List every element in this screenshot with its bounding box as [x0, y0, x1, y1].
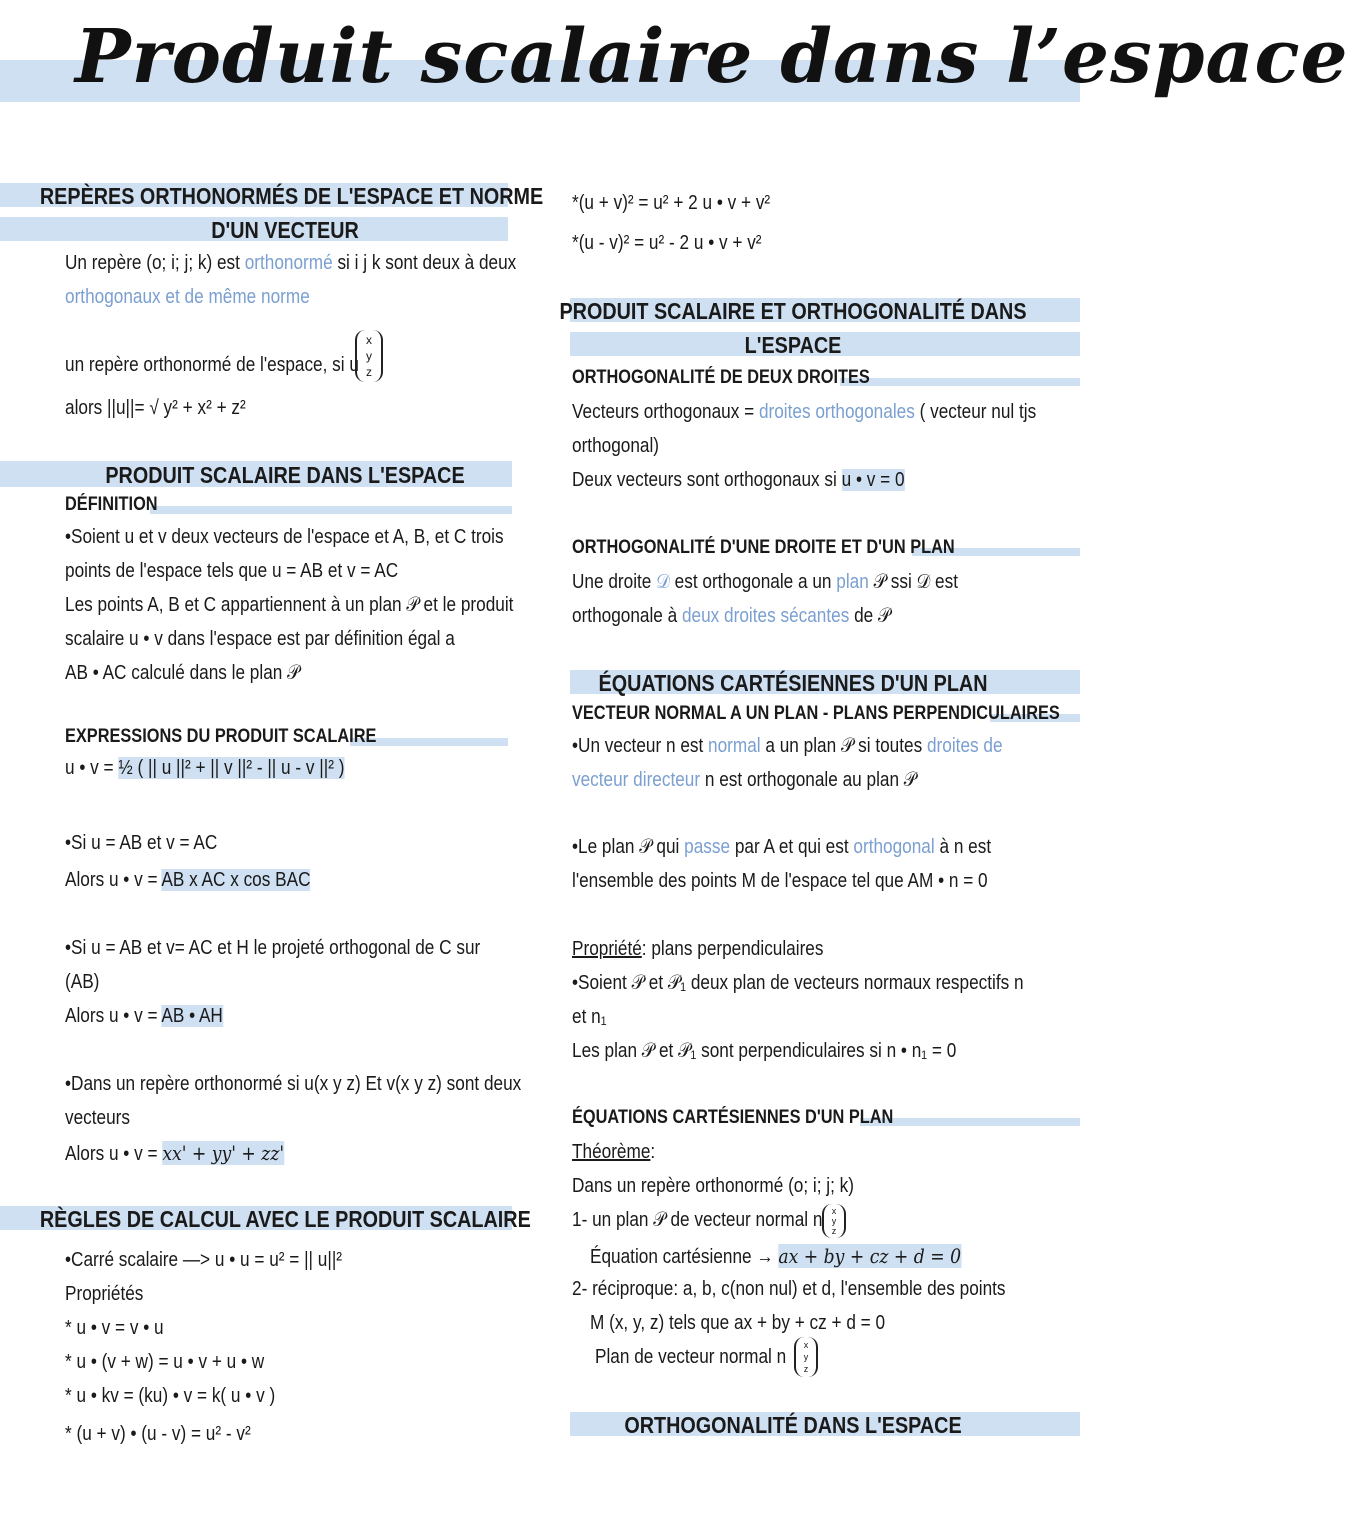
text-line: scalaire u • v dans l'espace est par définition égal a: [65, 628, 455, 650]
rule-line: * u • kv = (ku) • v = k( u • v ): [65, 1385, 276, 1407]
section-heading-regles: RÈGLES DE CALCUL AVEC LE PRODUIT SCALAIRE: [39, 1206, 531, 1232]
text-line: Une droite 𝒟 est orthogonale a un plan 𝒫 ssi 𝒟 est: [572, 571, 959, 593]
subheading-vecteur-normal: VECTEUR NORMAL A UN PLAN - PLANS PERPENDICULAIRES: [572, 703, 1060, 724]
text-line: •Si u = AB et v = AC: [65, 832, 218, 854]
text-line: 1- un plan 𝒫 de vecteur normal n: [572, 1209, 823, 1231]
rule-line: * u • (v + w) = u • v + u • w: [65, 1351, 265, 1373]
formula-polarisation: u • v = ½ ( || u ||² + || v ||² - || u - v ||² ): [65, 757, 345, 779]
section-heading-reperes-2: D'UN VECTEUR: [211, 217, 359, 243]
text-line: •Dans un repère orthonormé si u(x y z) Et v(x y z) sont deux: [65, 1073, 522, 1095]
text-line: orthogonale à deux droites sécantes de 𝒫: [572, 605, 891, 627]
text-line: orthogonaux et de même norme: [65, 286, 310, 308]
text-line: •Un vecteur n est normal a un plan 𝒫 si toutes droites de: [572, 735, 1003, 757]
text-line: •Carré scalaire —> u • u = u² = || u||²: [65, 1249, 343, 1271]
text-line: •Si u = AB et v= AC et H le projeté orthogonal de C sur: [65, 937, 481, 959]
section-heading-orthogonalite-2: L'ESPACE: [744, 332, 842, 358]
text-line: Plan de vecteur normal n: [595, 1346, 787, 1368]
section-heading-equations: ÉQUATIONS CARTÉSIENNES D'UN PLAN: [598, 670, 988, 696]
text-line: et n₁: [572, 1006, 607, 1028]
identity-line: *(u - v)² = u² - 2 u • v + v²: [572, 232, 762, 254]
text-line: Propriétés: [65, 1283, 144, 1305]
rule-line: * u • v = v • u: [65, 1317, 164, 1339]
norm-formula: alors ||u||= √ y² + x² + z²: [65, 397, 246, 419]
text-line: vecteurs: [65, 1107, 131, 1129]
subheading-band: [150, 506, 512, 514]
section-heading-orthogonalite: PRODUIT SCALAIRE ET ORTHOGONALITÉ DANS: [559, 298, 1027, 324]
text-line: Un repère (o; i; j; k) est orthonormé si i j k sont deux à deux: [65, 252, 517, 274]
vector-matrix: x y z: [355, 330, 383, 382]
text-line: •Le plan 𝒫 qui passe par A et qui est orthogonal à n est: [572, 836, 992, 858]
text-line: 2- réciproque: a, b, c(non nul) et d, l'ensemble des points: [572, 1278, 1006, 1300]
subheading-deux-droites: ORTHOGONALITÉ DE DEUX DROITES: [572, 367, 870, 388]
subheading-definition: DÉFINITION: [65, 494, 158, 515]
text-line: M (x, y, z) tels que ax + by + cz + d = 0: [590, 1312, 886, 1334]
subheading-equations-plan: ÉQUATIONS CARTÉSIENNES D'UN PLAN: [572, 1107, 894, 1128]
formula-projection: Alors u • v = AB • AH: [65, 1005, 223, 1027]
page-title: Produit scalaire dans l’espace: [75, 14, 1349, 100]
text-line: l'ensemble des points M de l'espace tel que AM • n = 0: [572, 870, 988, 892]
formula-coordinates: Alors u • v = xx' + yy' + zz': [65, 1141, 285, 1165]
text-line: Les points A, B et C appartiennent à un plan 𝒫 et le produit: [65, 594, 514, 616]
text-line: vecteur directeur n est orthogonale au plan 𝒫: [572, 769, 917, 791]
vector-matrix: x y z: [794, 1337, 818, 1377]
text-line: Dans un repère orthonormé (o; i; j; k): [572, 1175, 855, 1197]
text-line: •Soient 𝒫 et 𝒫₁ deux plan de vecteurs normaux respectifs n: [572, 972, 1024, 994]
text-line: un repère orthonormé de l'espace, si u: [65, 354, 359, 376]
subheading-band: [840, 378, 1080, 386]
section-heading-reperes: REPÈRES ORTHONORMÉS DE L'ESPACE ET NORME: [39, 183, 544, 209]
section-heading-produit-scalaire: PRODUIT SCALAIRE DANS L'ESPACE: [105, 462, 465, 488]
subheading-droite-plan: ORTHOGONALITÉ D'UNE DROITE ET D'UN PLAN: [572, 537, 955, 558]
formula-cos: Alors u • v = AB x AC x cos BAC: [65, 869, 311, 891]
subheading-expressions: EXPRESSIONS DU PRODUIT SCALAIRE: [65, 726, 377, 747]
section-heading-orthogonalite-espace: ORTHOGONALITÉ DANS L'ESPACE: [624, 1412, 962, 1438]
text-line: orthogonal): [572, 435, 660, 457]
identity-line: *(u + v)² = u² + 2 u • v + v²: [572, 192, 771, 214]
text-line: •Soient u et v deux vecteurs de l'espace et A, B, et C trois: [65, 526, 504, 548]
text-line: (AB): [65, 971, 100, 993]
text-line: Propriété: plans perpendiculaires: [572, 938, 824, 960]
text-line: Les plan 𝒫 et 𝒫₁ sont perpendiculaires si n • n₁ = 0: [572, 1040, 957, 1062]
text-line: points de l'espace tels que u = AB et v = AC: [65, 560, 399, 582]
text-line: Vecteurs orthogonaux = droites orthogonales ( vecteur nul tjs: [572, 401, 1037, 423]
text-line: AB • AC calculé dans le plan 𝒫: [65, 662, 300, 684]
vector-matrix: x y z: [822, 1204, 846, 1238]
text-line: Deux vecteurs sont orthogonaux si u • v = 0: [572, 469, 905, 491]
rule-line: * (u + v) • (u - v) = u² - v²: [65, 1423, 251, 1445]
text-line: Équation cartésienne → ax + by + cz + d = 0: [590, 1244, 962, 1268]
text-line: Théorème:: [572, 1141, 656, 1163]
